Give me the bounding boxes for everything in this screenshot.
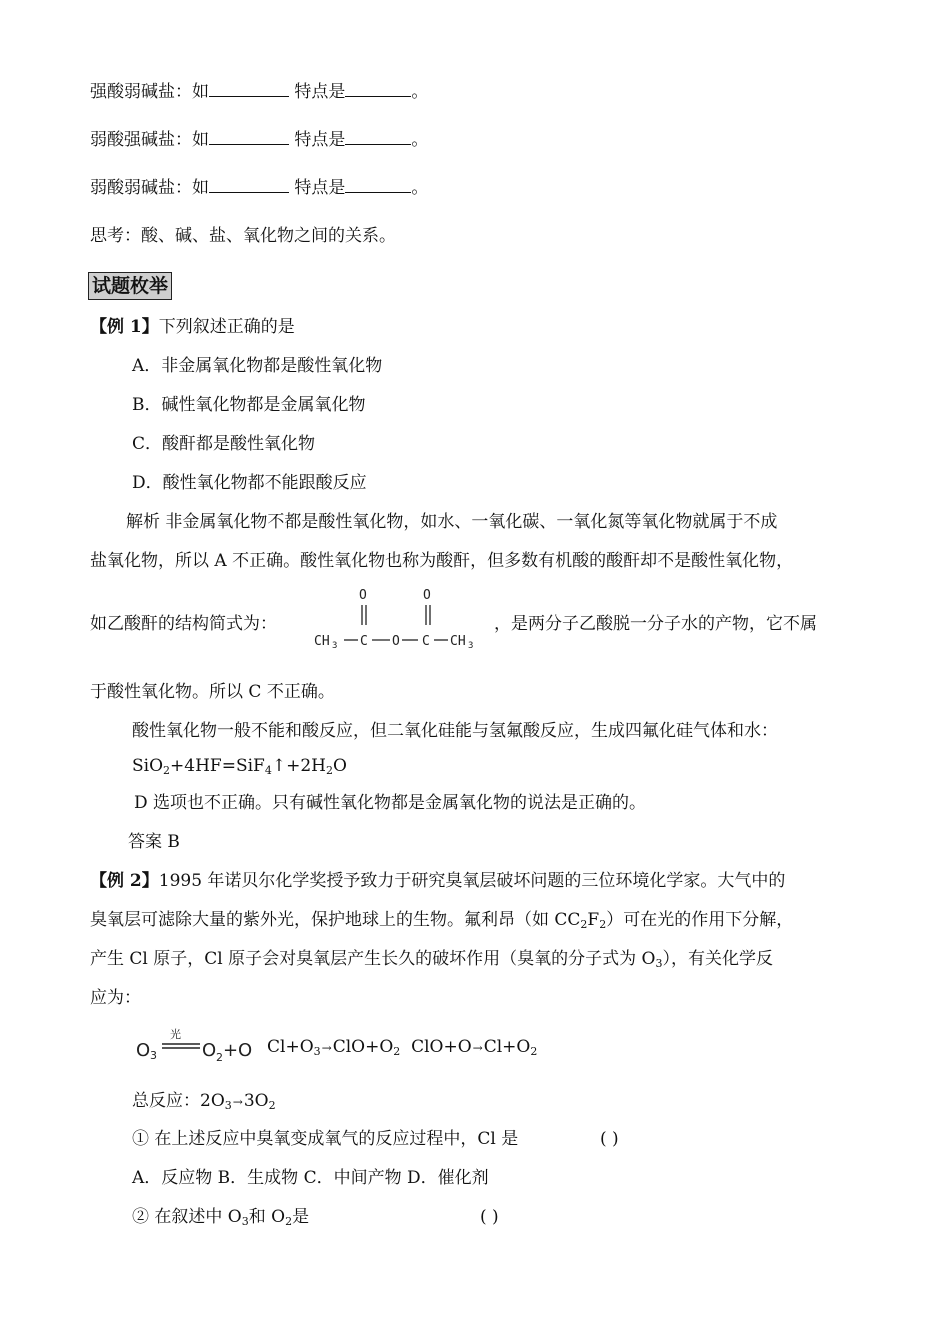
question-1-options: A．反应物 B．生成物 C．中间产物 D．催化剂 [132, 1168, 489, 1188]
example-1-question [90, 316, 295, 338]
arrow-icon: → [232, 1095, 243, 1109]
question-1: ① 在上述反应中臭氧变成氧气的反应过程中，Cl 是 [132, 1129, 519, 1149]
salt-line-strong-acid-weak-base [90, 80, 428, 103]
salt-label: 弱酸强碱盐：如 [90, 130, 209, 150]
eq-sub: 3 [224, 1099, 232, 1112]
salt-line-weak-acid-weak-base [90, 176, 428, 199]
question-2-paren[interactable]: ( ) [480, 1207, 499, 1227]
arrow-icon: → [472, 1041, 483, 1055]
eq-sub: 2 [530, 1045, 538, 1058]
methyl-label: CH [314, 634, 330, 649]
analysis-line: 盐氧化物，所以 A 不正确。酸性氧化物也称为酸酐，但多数有机酸的酸酐却不是酸性氧化物， [90, 551, 794, 571]
fill-blank[interactable] [345, 176, 411, 193]
eq-text: O [332, 756, 347, 776]
eq-text: ↑+2H [271, 756, 326, 776]
eq-sub: 3 [313, 1045, 321, 1058]
fill-blank[interactable] [345, 128, 411, 145]
eq-text: +4HF=SiF [170, 756, 265, 776]
salt-end: 。 [411, 178, 429, 198]
oxygen-label: O [359, 588, 367, 603]
eq-sub: 2 [163, 764, 171, 777]
analysis-line: D 选项也不正确。只有碱性氧化物都是金属氧化物的说法是正确的。 [134, 793, 647, 813]
analysis-line: 于酸性氧化物。所以 C 不正确。 [90, 682, 335, 702]
methyl-label: CH [450, 634, 466, 649]
total-reaction [132, 1090, 276, 1113]
eq-text: 是 [292, 1207, 310, 1227]
carbon-label: C [422, 634, 430, 649]
eq-text: ② 在叙述中 O [132, 1207, 242, 1227]
example-text: 臭氧层可滤除大量的紫外光，保护地球上的生物。氟利昂（如 CC [90, 910, 581, 930]
arrow-icon: → [321, 1041, 332, 1055]
eq-sub: 2 [393, 1045, 401, 1058]
salt-end: 。 [411, 82, 429, 102]
example-text: 1995 年诺贝尔化学奖授予致力于研究臭氧层破坏问题的三位环境化学家。大气中的 [158, 871, 786, 891]
example-text: F [587, 910, 600, 930]
salt-mid: 特点是 [289, 82, 346, 102]
equation-sio2-hf [132, 755, 347, 777]
eq-text: 3O [243, 1091, 269, 1111]
example-text: ）可在光的作用下分解， [606, 910, 794, 930]
eq-text: SiO [132, 756, 164, 776]
option-c: C．酸酐都是酸性氧化物 [132, 434, 316, 454]
fill-blank[interactable] [209, 176, 289, 193]
salt-label: 弱酸弱碱盐：如 [90, 178, 209, 198]
light-label: 光 [170, 1028, 181, 1041]
acetic-anhydride-structure [310, 585, 486, 657]
oxygen-symbol: O [202, 1040, 217, 1061]
salt-mid: 特点是 [289, 130, 346, 150]
oxygen-label: O [423, 588, 431, 603]
eq-sub: 2 [285, 1215, 293, 1228]
fill-blank[interactable] [209, 128, 289, 145]
salt-end: 。 [411, 130, 429, 150]
option-d: D．酸性氧化物都不能跟酸反应 [132, 473, 367, 493]
eq-sub: 2 [580, 918, 588, 931]
example-text: 产生 Cl 原子，Cl 原子会对臭氧层产生长久的破坏作用（臭氧的分子式为 O [90, 949, 656, 969]
carbon-label: C [360, 634, 368, 649]
answer: 答案 B [128, 832, 180, 852]
subscript-3: 3 [468, 641, 474, 651]
example-tag: 【例 2】 [90, 871, 159, 891]
eq-text: Cl+O [483, 1037, 531, 1057]
subscript-3: 3 [150, 1049, 157, 1062]
oxygen-label: O [392, 634, 400, 649]
option-a: A．非金属氧化物都是酸性氧化物 [132, 356, 383, 376]
fill-blank[interactable] [209, 80, 289, 97]
chlorine-reactions [267, 1036, 537, 1059]
ozone-photolysis-equation [134, 1026, 262, 1064]
salt-mid: 特点是 [289, 178, 346, 198]
eq-sub: 3 [241, 1215, 249, 1228]
eq-text: Cl+O [267, 1037, 314, 1057]
eq-text: 总反应：2O [132, 1091, 225, 1111]
example-2-line [90, 870, 785, 892]
eq-sub: 2 [268, 1099, 276, 1112]
example-tag: 【例 1】 [90, 317, 159, 337]
eq-text: ClO+O [411, 1037, 472, 1057]
question-2 [132, 1206, 309, 1228]
example-2-line [90, 909, 793, 931]
subscript-2: 2 [216, 1051, 223, 1064]
question-1-paren[interactable]: ( ) [600, 1129, 619, 1149]
option-b: B．碱性氧化物都是金属氧化物 [132, 395, 366, 415]
analysis-line: ，是两分子乙酸脱一分子水的产物，它不属 [494, 614, 817, 634]
eq-sub: 2 [325, 764, 333, 777]
eq-text: ClO+O [332, 1037, 394, 1057]
oxygen-symbol: O [136, 1040, 151, 1061]
example-2-line [90, 948, 773, 970]
question-text: 下列叙述正确的是 [158, 317, 295, 337]
fill-blank[interactable] [345, 80, 411, 97]
salt-line-weak-acid-strong-base [90, 128, 428, 151]
section-title: 试题枚举 [88, 272, 172, 300]
example-2-line: 应为： [90, 988, 141, 1008]
analysis-line: 酸性氧化物一般不能和酸反应，但二氧化硅能与氢氟酸反应，生成四氟化硅气体和水： [132, 721, 778, 741]
analysis-line: 解析 非金属氧化物不都是酸性氧化物，如水、一氧化碳、一氧化氮等氧化物就属于不成 [126, 512, 778, 532]
analysis-line: 如乙酸酐的结构简式为： [90, 614, 277, 634]
eq-sub: 2 [599, 918, 607, 931]
eq-sub: 3 [655, 957, 663, 970]
salt-label: 强酸弱碱盐：如 [90, 82, 209, 102]
oxygen-symbol: O [238, 1040, 253, 1061]
subscript-3: 3 [332, 641, 338, 651]
eq-text: 和 O [248, 1207, 286, 1227]
plus-sign: + [223, 1040, 239, 1061]
think-line: 思考：酸、碱、盐、氧化物之间的关系。 [90, 226, 396, 246]
example-text: ），有关化学反 [662, 949, 773, 969]
eq-sub: 4 [264, 764, 272, 777]
